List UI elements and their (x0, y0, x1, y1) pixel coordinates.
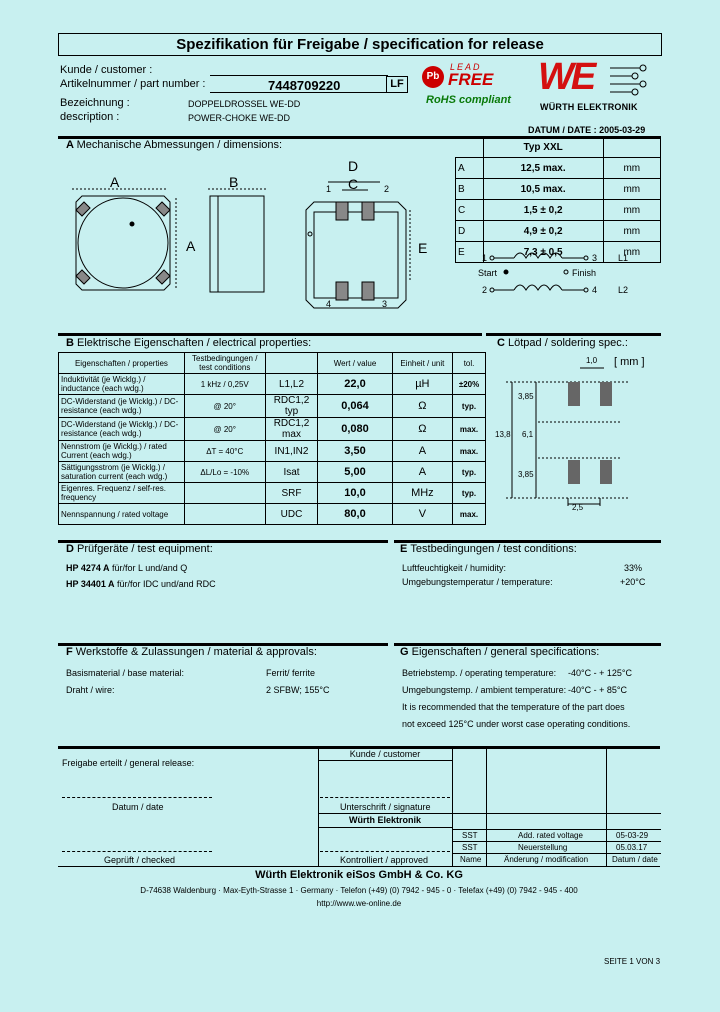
dim-label-e: E (418, 240, 428, 256)
free-text: FREE (448, 70, 494, 89)
dim-label-a: A (110, 174, 120, 190)
section-d-title: D Prüfgeräte / test equipment: (66, 543, 213, 555)
spec-note-1: It is recommended that the temperature of the part does (402, 702, 625, 712)
section-f-title: F Werkstoffe & Zulassungen / material & approvals: (66, 646, 317, 658)
release-we: Würth Elektronik (348, 815, 421, 825)
company-logo-text: WÜRTH ELEKTRONIK (540, 102, 638, 112)
table-row: Nennstrom (je Wicklg.) / rated Current (each wdg.) ΔT = 40°C IN1,IN2 3,50 A max. (59, 441, 486, 462)
pad-dim-5: 3,85 (518, 470, 534, 479)
page-title: Spezifikation für Freigabe / specification for release (58, 33, 662, 56)
dim-label-b: B (229, 174, 239, 190)
release-kunde: Kunde / customer (349, 749, 421, 759)
release-datum: Datum / date (112, 802, 164, 812)
section-a-title: A Mechanische Abmessungen / dimensions: (66, 139, 283, 151)
table-row: Eigenres. Frequenz / self-res. frequency SRF 10,0 MHz typ. (59, 483, 486, 504)
cond-humidity-label: Luftfeuchtigkeit / humidity: (402, 563, 507, 573)
schem-n2: 2 (482, 285, 488, 295)
history-1-mod: Neuerstellung (518, 843, 568, 852)
bezeichnung-value: DOPPELDROSSEL WE-DD (188, 99, 301, 109)
spec-amb-temp-value: -40°C - + 85°C (568, 685, 627, 695)
test-equipment-1: HP 4274 A für/for L und/and Q (66, 563, 188, 573)
cond-temp-value: +20°C (620, 577, 646, 587)
pin-2: 2 (384, 184, 390, 194)
pin-4: 4 (326, 299, 332, 309)
schem-finish: Finish (572, 268, 597, 278)
dimension-table: Typ XXL A 12,5 max. mm B 10,5 max. mm C 1,5 ± 0,2 mm D 4,9 ± 0,2 mm E 7,3 ± 0,5 mm (455, 136, 661, 263)
history-1-date: 05.03.17 (616, 843, 648, 852)
history-2-mod: Änderung / modification (504, 855, 589, 864)
spec-note-2: not exceed 125°C under worst case operating conditions. (402, 719, 631, 729)
dimension-drawing (60, 152, 460, 312)
rohs-text: RoHS compliant (426, 94, 511, 106)
history-1-name: SST (462, 843, 478, 852)
footer-url[interactable]: http://www.we-online.de (316, 899, 402, 908)
history-0-mod: Add. rated voltage (518, 831, 583, 840)
dim-label-a2: A (186, 238, 196, 254)
section-b-title: B Elektrische Eigenschaften / electrical properties: (66, 337, 312, 349)
pad-unit: [ mm ] (614, 356, 645, 368)
release-geprueft: Geprüft / checked (104, 855, 176, 865)
dim-label-c: C (348, 176, 359, 192)
spec-op-temp-value: -40°C - + 125°C (568, 668, 632, 678)
section-c-title: C Lötpad / soldering spec.: (497, 337, 628, 349)
pad-dim-2: 3,85 (518, 392, 534, 401)
schem-n1: 1 (482, 253, 488, 263)
material-wire-value: 2 SFBW; 155°C (266, 685, 330, 695)
coil-schematic (476, 248, 629, 298)
footer-company: Würth Elektronik eiSos GmbH & Co. KG (255, 869, 463, 881)
description-label: description : (60, 111, 120, 123)
schem-n4: 4 (592, 285, 598, 295)
footer-address: D-74638 Waldenburg · Max-Eyth-Strasse 1 · Germany · Telefon (+49) (0) 7942 - 945 - 0 · Telefax (+49) (0) 7942 - 945 - 400 (140, 886, 578, 895)
release-freigabe: Freigabe erteilt / general release: (62, 758, 195, 768)
customer-label: Kunde / customer : (60, 64, 153, 76)
history-0-date: 05-03-29 (616, 831, 649, 840)
we-logo-mark: WE (538, 56, 594, 98)
circuit-icon (610, 62, 650, 98)
history-2-name: Name (460, 855, 482, 864)
date: DATUM / DATE : 2005-03-29 (528, 125, 646, 135)
schem-start: Start (478, 268, 498, 278)
schem-n3: 3 (592, 253, 598, 263)
cond-temp-label: Umgebungstemperatur / temperature: (402, 577, 553, 587)
test-equipment-2: HP 34401 A für/for IDC und/and RDC (66, 579, 216, 589)
lf-box: LF (386, 76, 408, 93)
description-value: POWER-CHOKE WE-DD (188, 113, 290, 123)
part-number: 7448709220 (268, 78, 341, 93)
pin-1: 1 (326, 184, 332, 194)
section-e-title: E Testbedingungen / test conditions: (400, 543, 577, 555)
section-g-title: G Eigenschaften / general specifications: (400, 646, 600, 658)
table-row: Induktivität (je Wicklg.) / inductance (each wdg.) 1 kHz / 0,25V L1,L2 22,0 µH ±20% (59, 374, 486, 395)
material-base-label: Basismaterial / base material: (66, 668, 185, 678)
part-number-label: Artikelnummer / part number : (60, 78, 206, 90)
pad-dim-4: 6,1 (522, 430, 534, 439)
pad-dim-3: 13,8 (495, 430, 511, 439)
lead-text: LEAD (450, 62, 482, 72)
pad-dim-6: 2,5 (572, 503, 584, 512)
release-kontrolliert: Kontrolliert / approved (340, 855, 429, 865)
table-row: DC-Widerstand (je Wicklg.) / DC-resistance (each wdg.) @ 20° RDC1,2 max 0,080 Ω max. (59, 418, 486, 441)
table-row: DC-Widerstand (je Wicklg.) / DC-resistance (each wdg.) @ 20° RDC1,2 typ 0,064 Ω typ. (59, 395, 486, 418)
spec-amb-temp-label: Umgebungstemp. / ambient temperature: (402, 685, 567, 695)
pb-icon: Pb (422, 66, 444, 88)
electrical-table: Eigenschaften / properties Testbedingungen / test conditions Wert / value Einheit / unit tol. Induktivität (je Wicklg.) / inductance (each wdg.) 1 kHz / 0,25V L1,L2 22,0 µH ±20% DC-Widerstand (je Wicklg.) / DC-resistance (each wdg.) @ 20° RDC1,2 typ 0,064 Ω typ. DC-Widerstand (je Wicklg.) / DC-resistance (each wdg.) @ 20° RDC1,2 max 0,080 Ω max. Nennstrom (je Wicklg.) / rated Current (each wdg.) ΔT = 40°C IN1,IN2 3,50 A max. Sättigungsstrom (je Wicklg.) / saturation current (each wdg.) ΔL/Lo = -10% Isat 5,00 A typ. Eigenres. Frequenz / self-res. frequency SRF 10,0 MHz typ. Nennspannung / rated voltage UDC 80,0 V max. (58, 352, 486, 525)
release-unterschrift: Unterschrift / signature (340, 802, 431, 812)
lead-free-logo (420, 62, 520, 106)
spec-op-temp-label: Betriebstemp. / operating temperature: (402, 668, 557, 678)
we-logo (532, 56, 662, 116)
page-number: SEITE 1 VON 3 (604, 957, 661, 966)
table-row: Nennspannung / rated voltage UDC 80,0 V max. (59, 504, 486, 525)
bezeichnung-label: Bezeichnung : (60, 97, 130, 109)
dim-label-d: D (348, 158, 359, 174)
solder-pad-drawing (500, 364, 650, 514)
material-wire-label: Draht / wire: (66, 685, 115, 695)
schem-l2: L2 (618, 285, 629, 295)
pad-dim-1: 1,0 (586, 356, 598, 365)
history-0-name: SST (462, 831, 478, 840)
cond-humidity-value: 33% (624, 563, 643, 573)
table-row: Sättigungsstrom (je Wicklg.) / saturation current (each wdg.) ΔL/Lo = -10% Isat 5,00 A typ. (59, 462, 486, 483)
pin-3: 3 (382, 299, 388, 309)
material-base-value: Ferrit/ ferrite (266, 668, 316, 678)
history-2-date: Datum / date (612, 855, 658, 864)
schem-l1: L1 (618, 253, 629, 263)
